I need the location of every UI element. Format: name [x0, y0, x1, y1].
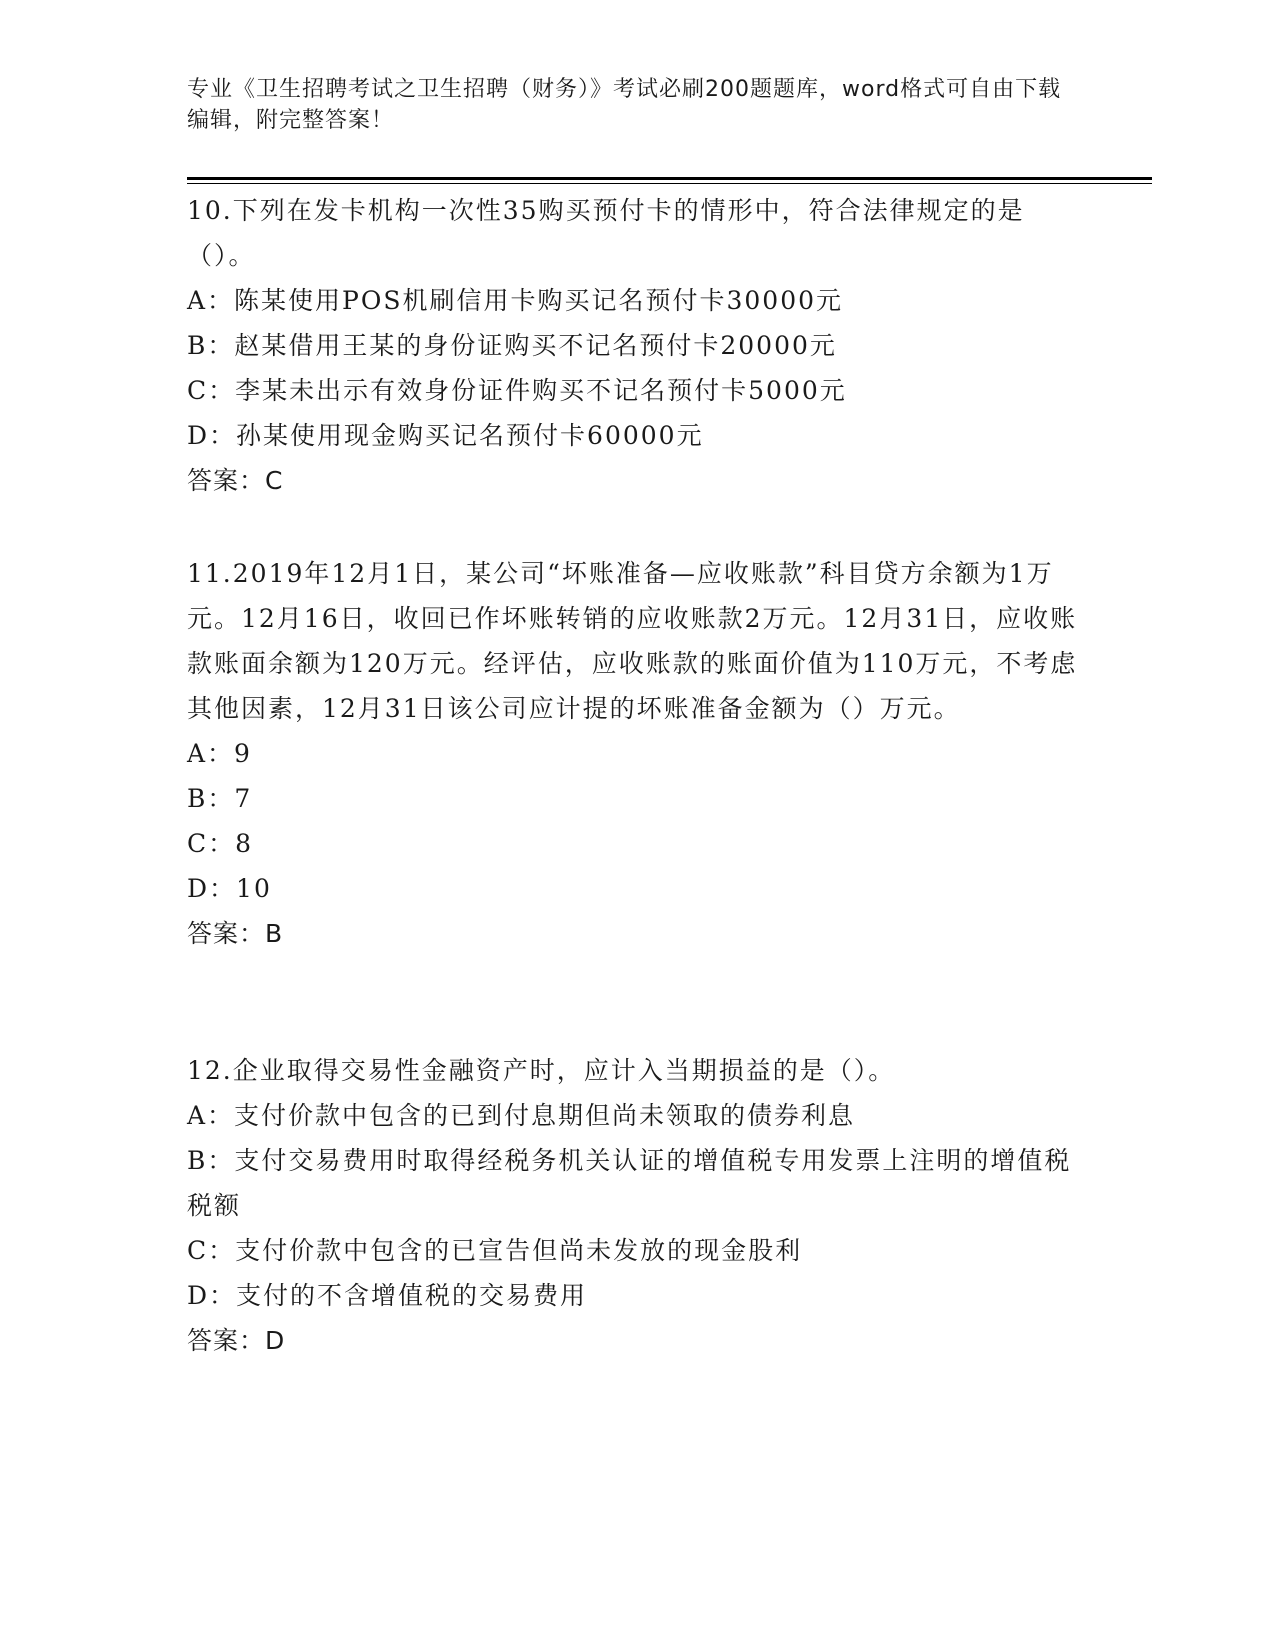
option-d: D：支付的不含增值税的交易费用 [187, 1281, 588, 1310]
option-b: B：7 [187, 784, 253, 813]
option-a: A：陈某使用POS机刷信用卡购买记名预付卡30000元 [187, 286, 844, 315]
header-divider-thick [187, 177, 1152, 180]
question-12 [187, 1048, 1087, 1363]
option-a: A：支付价款中包含的已到付息期但尚未领取的债券利息 [187, 1101, 856, 1130]
question-stem: 12.企业取得交易性金融资产时，应计入当期损益的是（）。 [187, 1056, 896, 1085]
answer: 答案：C [187, 466, 284, 495]
option-c: C：李某未出示有效身份证件购买不记名预付卡5000元 [187, 376, 847, 405]
answer: 答案：B [187, 919, 284, 948]
option-d: D：孙某使用现金购买记名预付卡60000元 [187, 421, 704, 450]
option-c: C：8 [187, 829, 254, 858]
question-10 [187, 188, 1087, 503]
header-divider-thin [187, 183, 1152, 184]
option-a: A：9 [187, 739, 252, 768]
question-stem: 10.下列在发卡机构一次性35购买预付卡的情形中，符合法律规定的是（）。 [187, 196, 1025, 270]
option-d: D：10 [187, 874, 272, 903]
answer: 答案：D [187, 1326, 286, 1355]
document-header: 专业《卫生招聘考试之卫生招聘（财务）》考试必刷200题题库，word格式可自由下载编辑，附完整答案！ [187, 77, 1062, 133]
option-b: B：赵某借用王某的身份证购买不记名预付卡20000元 [187, 331, 837, 360]
option-b: B：支付交易费用时取得经税务机关认证的增值税专用发票上注明的增值税税额 [187, 1146, 1072, 1220]
option-c: C：支付价款中包含的已宣告但尚未发放的现金股利 [187, 1236, 803, 1265]
question-11 [187, 551, 1087, 956]
question-stem: 11.2019年12月1日，某公司“坏账准备—应收账款”科目贷方余额为1万元。12月16日，收回已作坏账转销的应收账款2万元。12月31日，应收账款账面余额为120万元。经评估，应收账款的账面价值为110万元，不考虑其他因素，12月31日该公司应计提的坏账准备金额为（）万元。 [187, 559, 1078, 723]
